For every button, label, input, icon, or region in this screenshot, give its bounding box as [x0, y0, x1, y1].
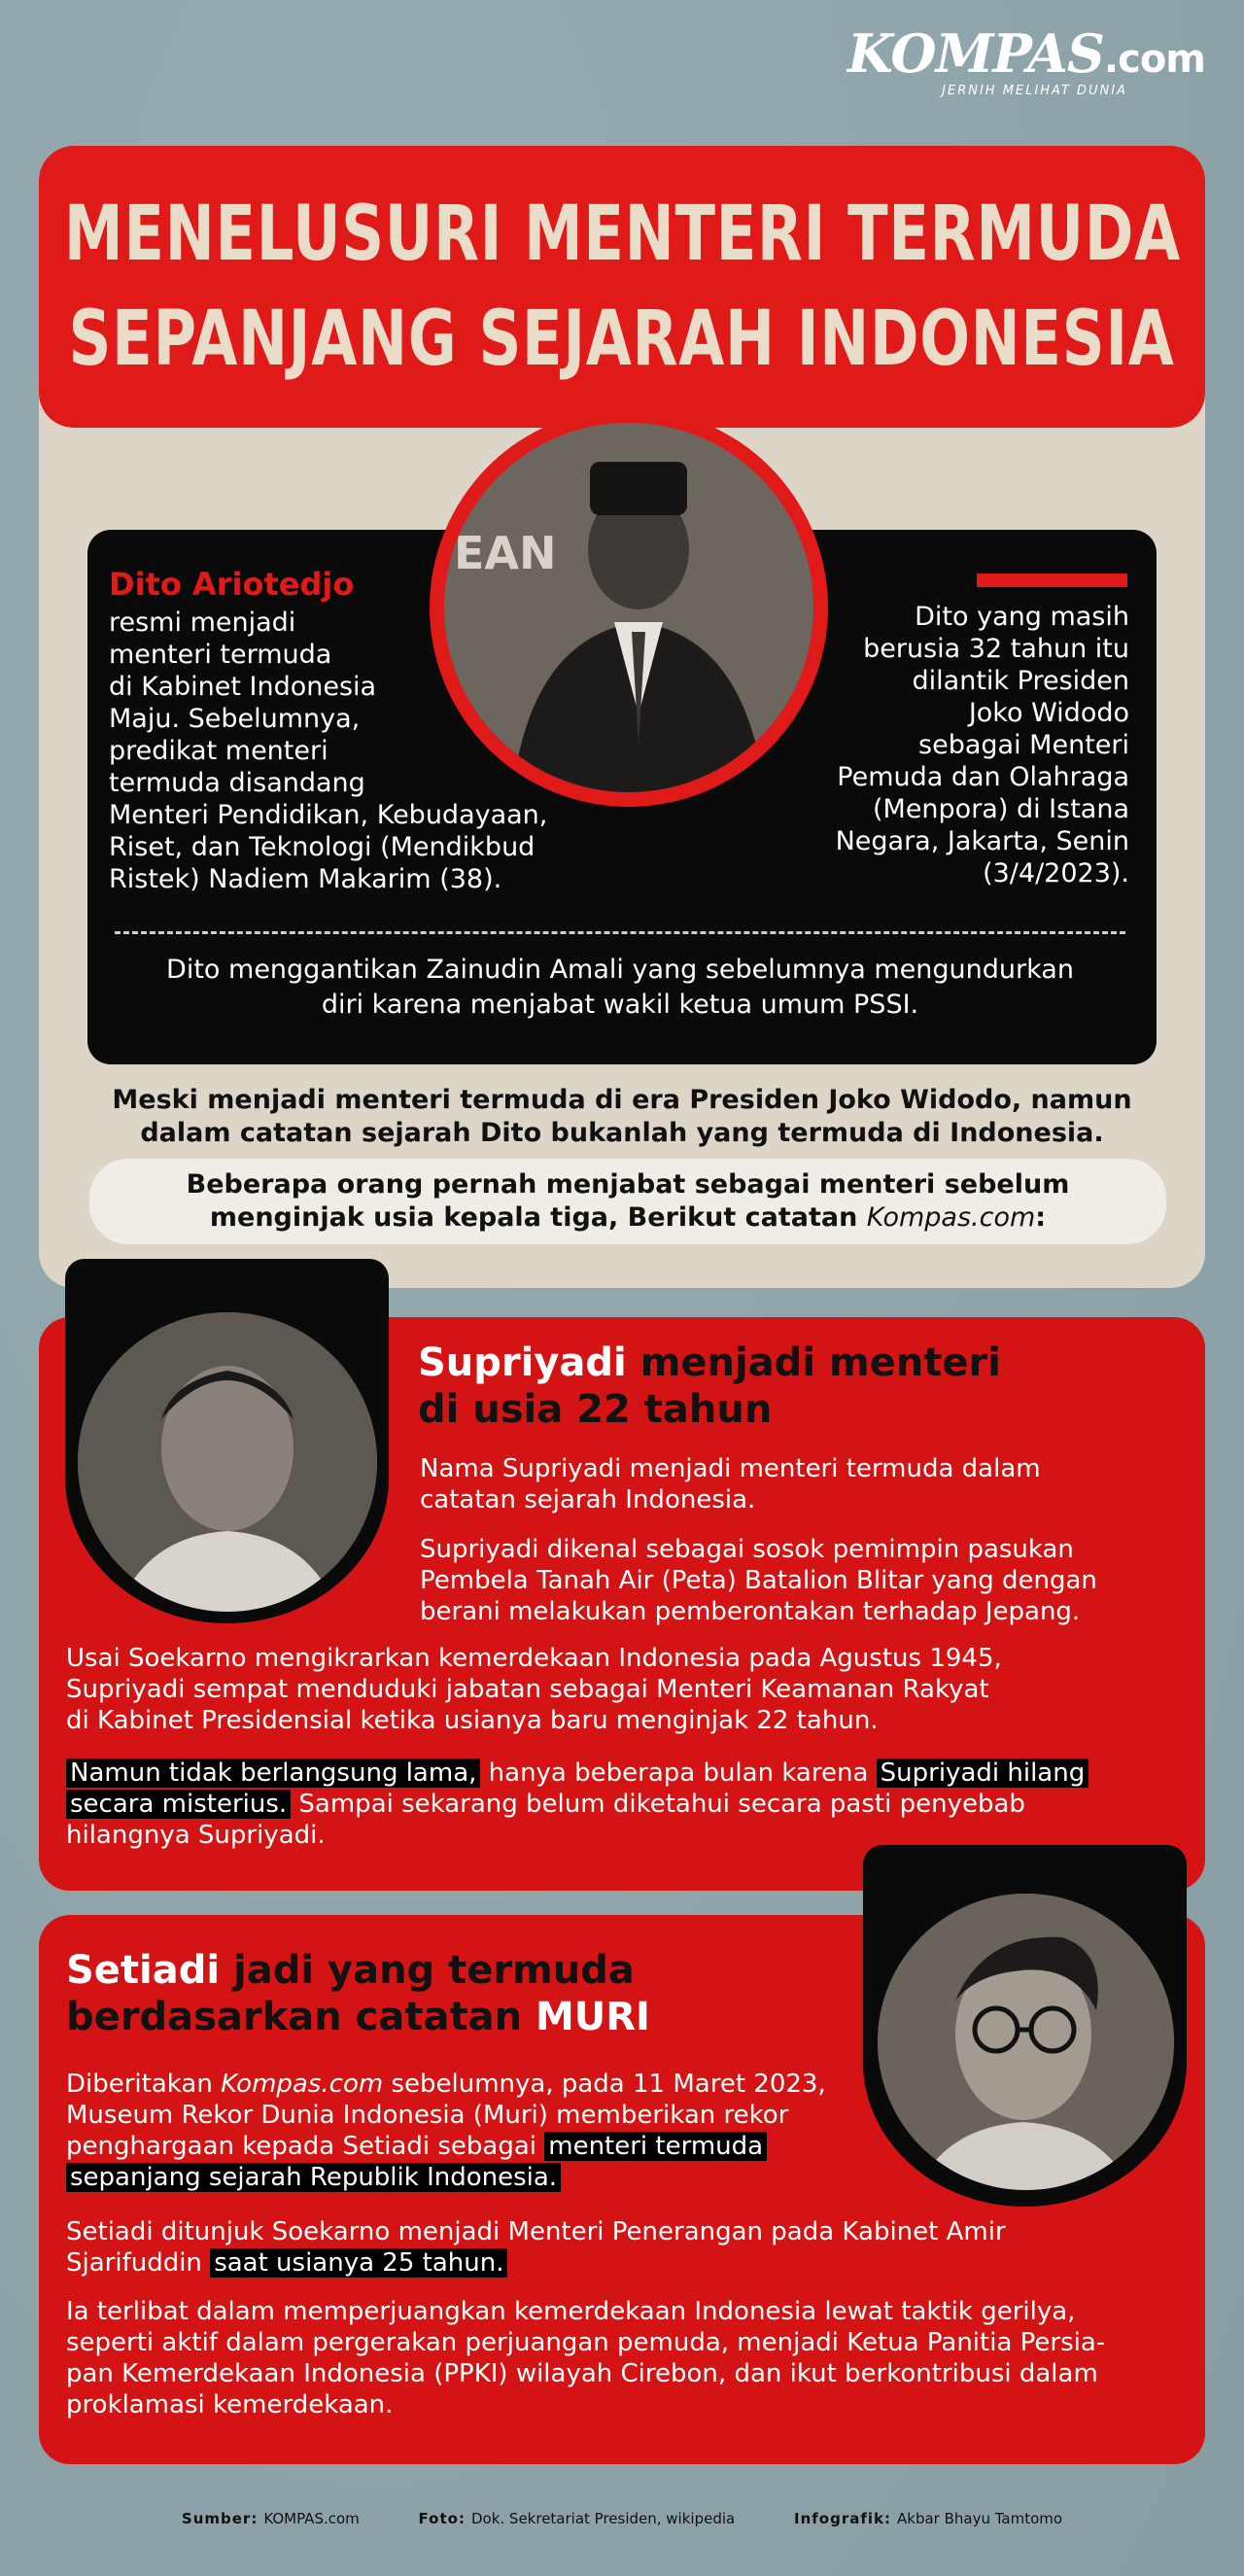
supriyadi-para-1 [420, 1453, 1158, 1515]
text-line: Usai Soekarno mengikrarkan kemerdekaan Indonesia pada Agustus 1945, [66, 1644, 1002, 1673]
highlight: secara misterius. [66, 1790, 291, 1819]
text-line: berusia 32 tahun itu [863, 634, 1129, 664]
title-line-2: SEPANJANG SEJARAH INDONESIA [68, 296, 1176, 383]
supriyadi-para-4 [66, 1758, 1174, 1851]
kompas-logo [847, 22, 1205, 98]
infographic-label: Infografik: [794, 2510, 891, 2527]
title-name: Setiadi [66, 1948, 221, 1993]
supriyadi-para-2 [420, 1534, 1178, 1627]
text-line: pan Kemerdekaan Indonesia (PPKI) wilayah Cirebon, dan ikut berkontribusi dalam [66, 2359, 1098, 2388]
text-line: Meski menjadi menteri termuda di era Presiden Joko Widodo, namun [112, 1085, 1132, 1115]
text-line: Pemuda dan Olahraga [837, 762, 1129, 792]
text-line: di Kabinet Presidensial ketika usianya baru menginjak 22 tahun. [66, 1706, 879, 1735]
text-line: Ristek) Nadiem Makarim (38). [109, 864, 502, 894]
text-line: menteri termuda [109, 640, 332, 670]
text-line: Setiadi ditunjuk Soekarno menjadi Menteri Penerangan pada Kabinet Amir [66, 2217, 1006, 2246]
credits-footer [0, 2510, 1244, 2527]
setiadi-portrait-icon [878, 1894, 1174, 2190]
red-accent-bar [977, 574, 1127, 587]
setiadi-para-2 [66, 2216, 1174, 2279]
text-line: Nama Supriyadi menjadi menteri termuda dalam [420, 1454, 1041, 1483]
text-line: menginjak usia kepala tiga, Berikut catatan [209, 1202, 858, 1233]
setiadi-para-1 [66, 2069, 863, 2193]
text: Sampai sekarang belum diketahui secara pasti penyebab [291, 1790, 1025, 1819]
text-line: Riset, dan Teknologi (Mendikbud [109, 832, 536, 862]
supriyadi-para-3 [66, 1643, 1174, 1736]
intro-text [87, 1084, 1157, 1150]
photo-value: Dok. Sekretariat Presiden, wikipedia [470, 2510, 736, 2527]
title-text: berdasarkan catatan [66, 1995, 536, 2039]
source-name: Kompas.com [866, 1202, 1036, 1233]
supriyadi-title [418, 1340, 1157, 1433]
highlight: Supriyadi hilang [877, 1758, 1089, 1788]
text-line: berani melakukan pemberontakan terhadap Jepang. [420, 1597, 1081, 1626]
text-line: seperti aktif dalam pergerakan perjuangan pemuda, menjadi Ketua Panitia Persia- [66, 2328, 1106, 2357]
photo-label: Foto: [418, 2510, 466, 2527]
text-line: Supriyadi dikenal sebagai sosok pemimpin pasukan [420, 1535, 1074, 1564]
logo-tagline: JERNIH MELIHAT DUNIA [942, 84, 1127, 98]
logo-suffix: .com [1103, 37, 1205, 82]
text: hanya beberapa bulan karena [480, 1758, 877, 1788]
text-line: Museum Rekor Dunia Indonesia (Muri) memberikan rekor [66, 2101, 789, 2130]
text: Diberitakan [66, 2070, 222, 2099]
text-line: Dito menggantikan Zainudin Amali yang sebelumnya mengundurkan [166, 955, 1074, 985]
text-line: Dito yang masih [915, 602, 1129, 632]
setiadi-para-3 [66, 2296, 1184, 2420]
dito-right-text [778, 601, 1129, 889]
text-line: Beberapa orang pernah menjabat sebagai menteri sebelum [186, 1169, 1070, 1200]
highlight: saat usianya 25 tahun. [210, 2248, 507, 2278]
svg-text:EAN: EAN [454, 527, 557, 579]
title-muri: MURI [535, 1995, 650, 2039]
source-name: Kompas.com [221, 2070, 384, 2099]
supriyadi-photo [78, 1312, 377, 1612]
source-value: KOMPAS.com [263, 2510, 360, 2527]
text-line: resmi menjadi [109, 608, 296, 638]
text-line: (3/4/2023). [983, 858, 1129, 888]
text-line: proklamasi kemerdekaan. [66, 2390, 394, 2419]
text: sebelumnya, pada 11 Maret 2023, [383, 2070, 826, 2099]
text-line: sebagai Menteri [918, 730, 1129, 760]
text-line: dalam catatan sejarah Dito bukanlah yang termuda di Indonesia. [140, 1118, 1104, 1148]
setiadi-title [66, 1947, 863, 2040]
dito-bottom-text [115, 953, 1125, 1023]
text-line: catatan sejarah Indonesia. [420, 1485, 756, 1514]
highlight: Namun tidak berlangsung lama, [66, 1758, 480, 1788]
logo-brand: KOMPAS [847, 22, 1104, 85]
text: penghargaan kepada Setiadi sebagai [66, 2132, 545, 2161]
text-line: dilantik Presiden [912, 666, 1129, 696]
infographic-value: Akbar Bhayu Tamtomo [897, 2510, 1063, 2527]
text-line: Menteri Pendidikan, Kebudayaan, [109, 800, 548, 830]
title-banner [39, 146, 1205, 428]
text-line: Pembela Tanah Air (Peta) Batalion Blitar yang dengan [420, 1566, 1097, 1595]
punctuation: : [1035, 1202, 1047, 1233]
highlight: menteri termuda [544, 2132, 767, 2161]
text-line: Ia terlibat dalam memperjuangkan kemerdekaan Indonesia lewat taktik gerilya, [66, 2297, 1076, 2326]
supriyadi-portrait-icon [78, 1312, 377, 1612]
title-text: menjadi menteri [626, 1340, 1001, 1385]
dito-name: Dito Ariotedjo [109, 566, 355, 603]
dito-left-text [109, 607, 614, 895]
text-line: predikat menteri [109, 736, 328, 766]
text-line: di Kabinet Indonesia [109, 672, 377, 702]
text-line: Maju. Sebelumnya, [109, 704, 361, 734]
text-line: Negara, Jakarta, Senin [835, 826, 1129, 856]
dashed-divider [115, 931, 1125, 934]
title-text: di usia 22 tahun [418, 1387, 773, 1432]
text-line: Supriyadi sempat menduduki jabatan sebagai Menteri Keamanan Rakyat [66, 1675, 989, 1704]
text-line: (Menpora) di Istana [872, 794, 1129, 824]
highlight: sepanjang sejarah Republik Indonesia. [66, 2163, 561, 2192]
text-line: hilangnya Supriyadi. [66, 1821, 326, 1850]
title-name: Supriyadi [418, 1340, 627, 1385]
text-line: diri karena menjabat wakil ketua umum PSSI. [321, 990, 919, 1020]
title-text: jadi yang termuda [220, 1948, 635, 1993]
title-line-1: MENELUSURI MENTERI TERMUDA [63, 191, 1181, 278]
text-line: Joko Widodo [968, 698, 1129, 728]
text-line: termuda disandang [109, 768, 365, 798]
setiadi-photo [878, 1894, 1174, 2190]
text: Sjarifuddin [66, 2248, 211, 2278]
source-label: Sumber: [181, 2510, 259, 2527]
intro-pill [89, 1159, 1166, 1244]
